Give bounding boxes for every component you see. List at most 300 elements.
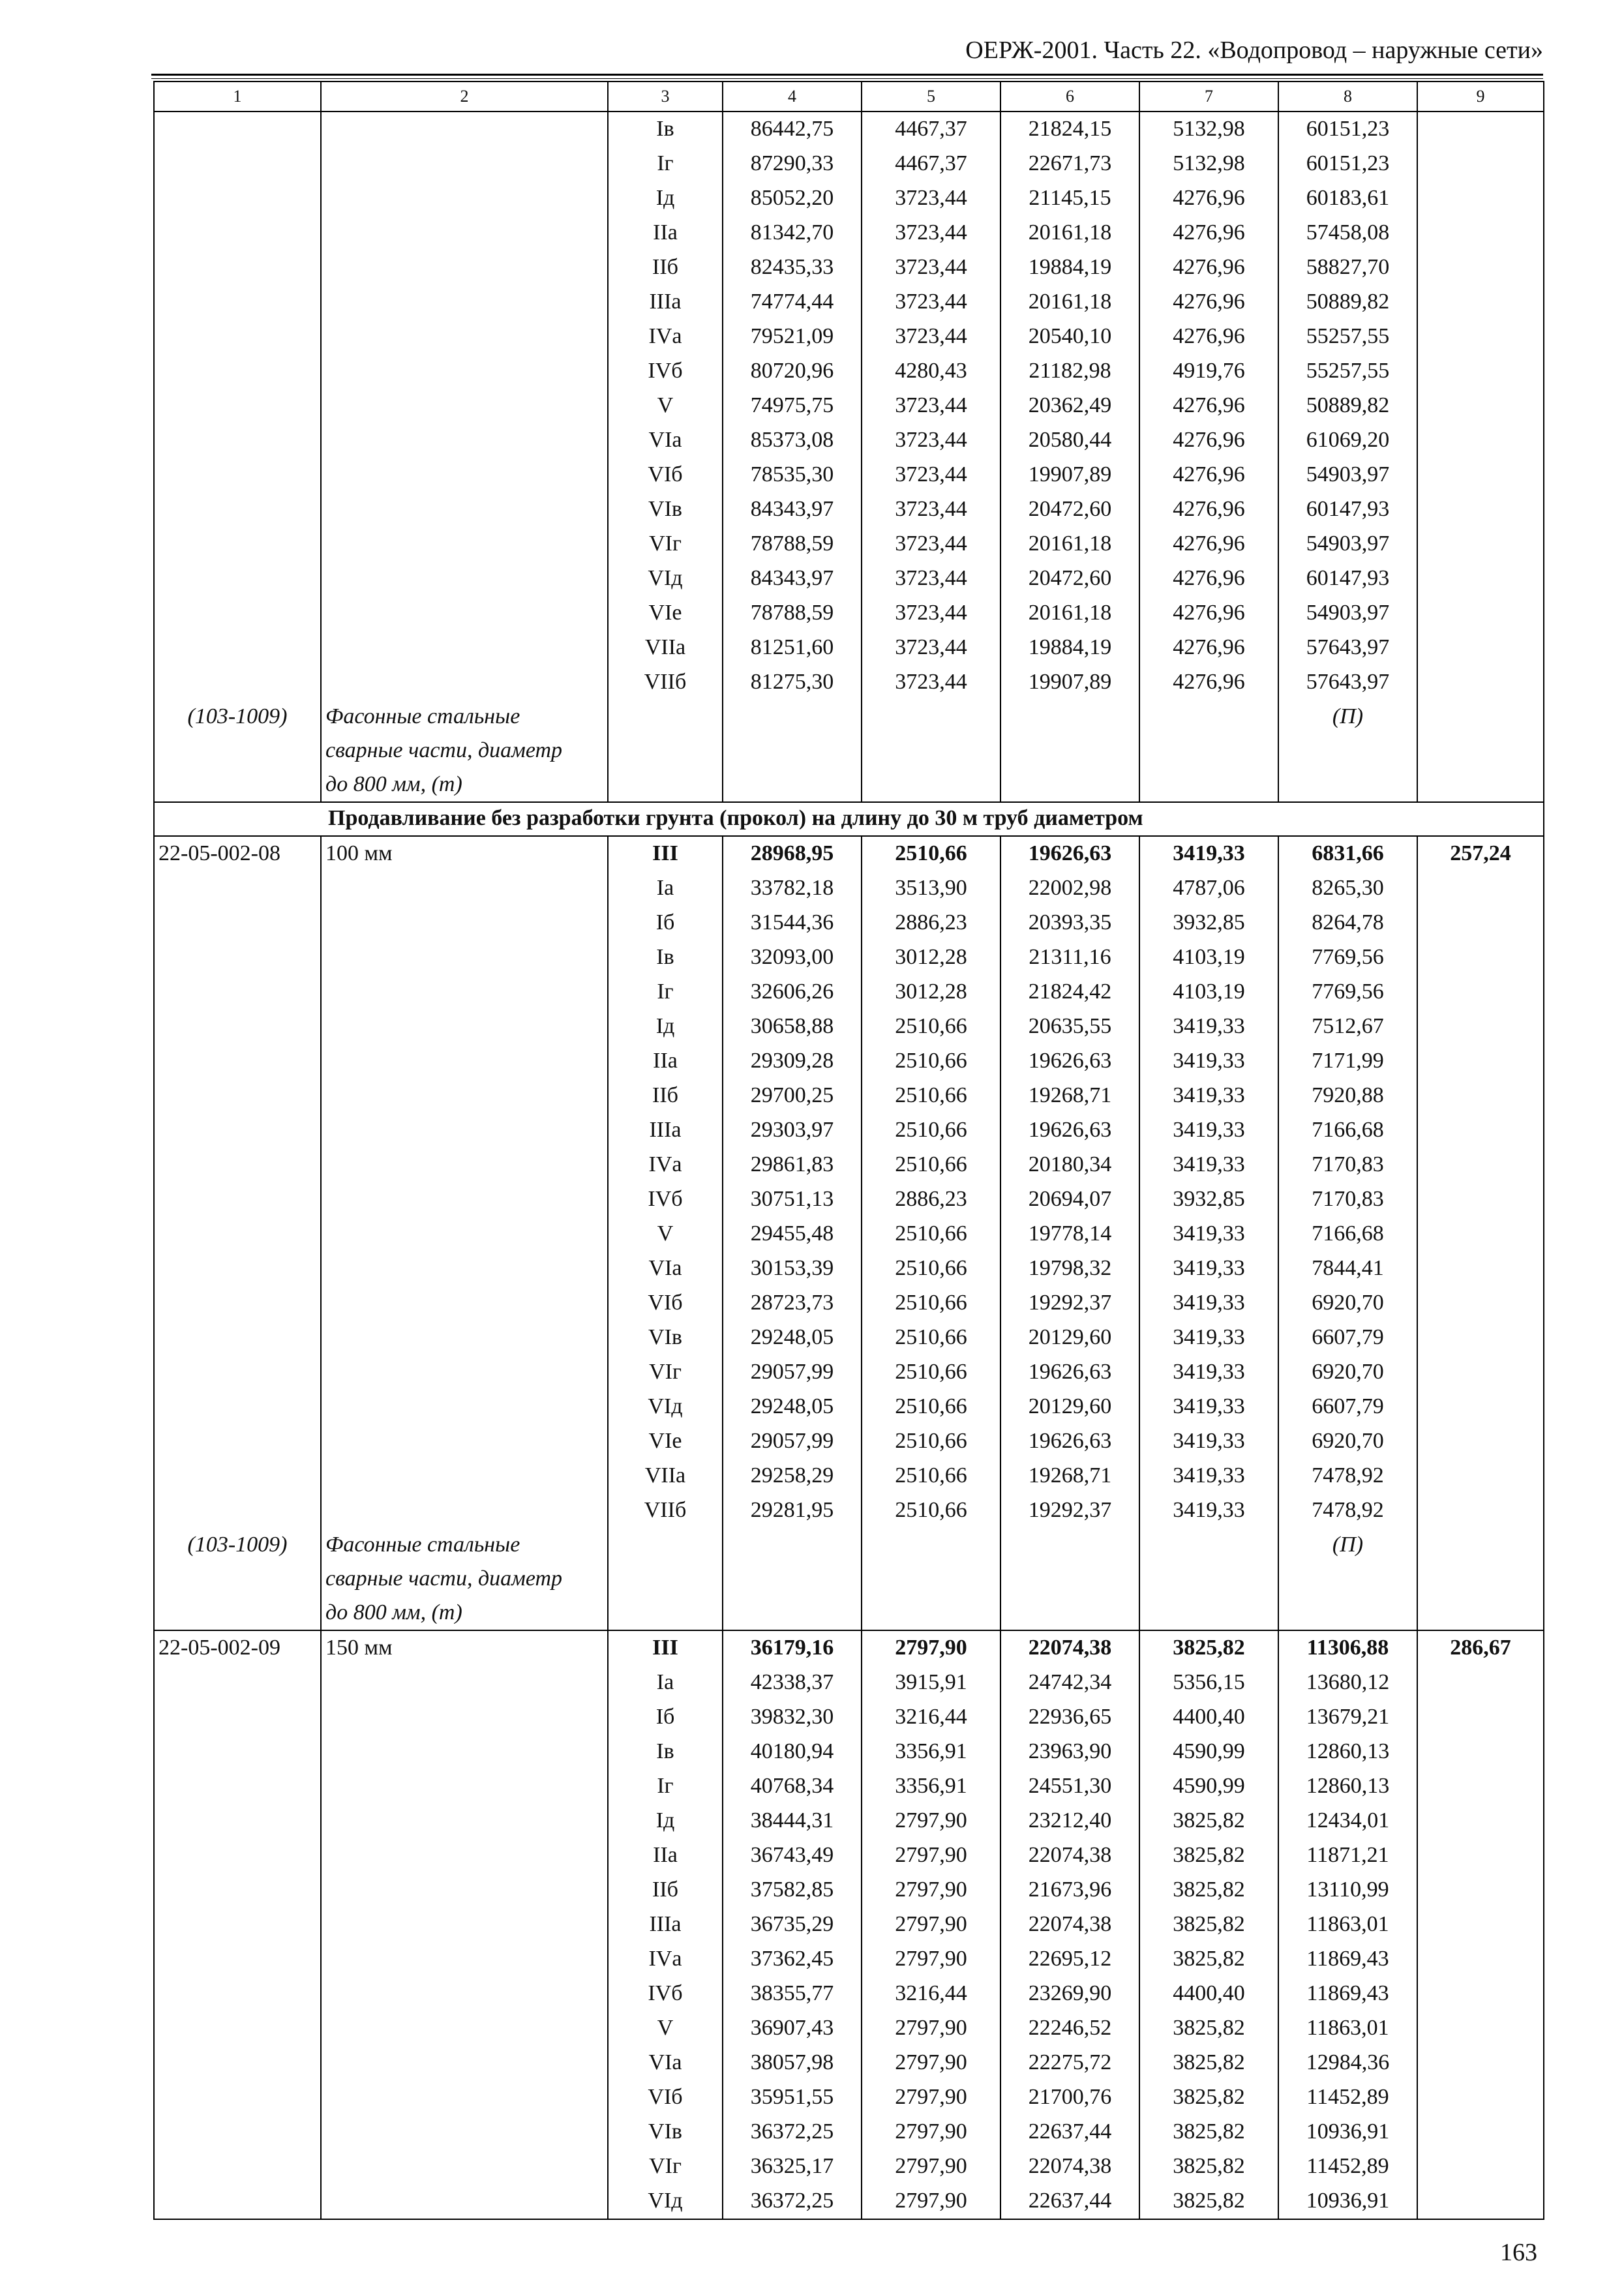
value-cell: 84343,97 (723, 561, 862, 596)
value-cell: 3723,44 (862, 216, 1000, 250)
value-cell: 4276,96 (1139, 250, 1278, 285)
column-header: 2 (321, 82, 608, 112)
weight-cell (1417, 2115, 1544, 2149)
table-row (154, 458, 1544, 492)
name-cell (321, 975, 608, 1010)
code-cell (154, 492, 321, 527)
value-cell: 80720,96 (723, 354, 862, 389)
table-row (154, 2080, 1544, 2115)
resource-code: (103-1009) (154, 700, 321, 802)
code-cell (154, 561, 321, 596)
weight-cell (1417, 2184, 1544, 2219)
name-cell (321, 1666, 608, 1700)
value-cell: 19626,63 (1000, 1044, 1139, 1079)
weight-cell (1417, 906, 1544, 940)
code-cell (154, 527, 321, 561)
value-cell: 4276,96 (1139, 423, 1278, 458)
weight-cell (1417, 354, 1544, 389)
weight-cell (1417, 561, 1544, 596)
weight-cell (1417, 2046, 1544, 2080)
value-cell: 20580,44 (1000, 423, 1139, 458)
value-cell: 6920,70 (1278, 1424, 1417, 1459)
value-cell: 3825,82 (1139, 2046, 1278, 2080)
value-cell: 23269,90 (1000, 1977, 1139, 2011)
code-cell (154, 1873, 321, 1908)
weight-cell (1417, 389, 1544, 423)
zone-cell: Iг (608, 1769, 723, 1804)
zone-cell: VIб (608, 458, 723, 492)
resource-name (321, 1528, 608, 1630)
value-cell: 19292,37 (1000, 1493, 1139, 1528)
zone-cell: V (608, 389, 723, 423)
name-cell (321, 1079, 608, 1113)
value-cell: 3419,33 (1139, 1148, 1278, 1182)
name-cell (321, 250, 608, 285)
value-cell: 3419,33 (1139, 836, 1278, 871)
value-cell: 4276,96 (1139, 492, 1278, 527)
value-cell: 54903,97 (1278, 596, 1417, 631)
name-cell (321, 596, 608, 631)
name-cell (321, 2046, 608, 2080)
value-cell: 29309,28 (723, 1044, 862, 1079)
resource-unit-note: (П) (1278, 700, 1417, 802)
code-cell (154, 1251, 321, 1286)
value-cell: 40180,94 (723, 1735, 862, 1769)
code-cell: 22-05-002-08 (154, 836, 321, 871)
table-row (154, 1044, 1544, 1079)
value-cell: 60183,61 (1278, 181, 1417, 216)
table-row (154, 665, 1544, 700)
weight-cell (1417, 1493, 1544, 1528)
value-cell: 24551,30 (1000, 1769, 1139, 1804)
value-cell: 3419,33 (1139, 1113, 1278, 1148)
footnote-row (154, 1528, 1544, 1630)
table-row (154, 1390, 1544, 1424)
empty-cell (862, 1528, 1000, 1630)
empty-cell (1417, 700, 1544, 802)
weight-cell (1417, 1873, 1544, 1908)
value-cell: 3723,44 (862, 492, 1000, 527)
code-cell (154, 423, 321, 458)
zone-cell: VIб (608, 2080, 723, 2115)
column-number-row (154, 82, 1544, 112)
value-cell: 22002,98 (1000, 871, 1139, 906)
value-cell: 29303,97 (723, 1113, 862, 1148)
weight-cell (1417, 1148, 1544, 1182)
code-cell (154, 147, 321, 181)
value-cell: 11306,88 (1278, 1630, 1417, 1666)
value-cell: 3419,33 (1139, 1355, 1278, 1390)
table-row (154, 285, 1544, 320)
value-cell: 36743,49 (723, 1838, 862, 1873)
code-cell (154, 2115, 321, 2149)
weight-cell (1417, 1908, 1544, 1942)
code-cell (154, 285, 321, 320)
value-cell: 3356,91 (862, 1735, 1000, 1769)
value-cell: 36907,43 (723, 2011, 862, 2046)
weight-cell (1417, 1977, 1544, 2011)
zone-cell: Iг (608, 975, 723, 1010)
name-cell (321, 423, 608, 458)
value-cell: 79521,09 (723, 320, 862, 354)
value-cell: 29057,99 (723, 1424, 862, 1459)
value-cell: 7512,67 (1278, 1010, 1417, 1044)
value-cell: 3915,91 (862, 1666, 1000, 1700)
name-cell (321, 1459, 608, 1493)
code-cell (154, 1286, 321, 1321)
value-cell: 20161,18 (1000, 216, 1139, 250)
value-cell: 3723,44 (862, 527, 1000, 561)
code-cell (154, 1769, 321, 1804)
value-cell: 2510,66 (862, 1390, 1000, 1424)
zone-cell: IVа (608, 1942, 723, 1977)
table-row (154, 1838, 1544, 1873)
value-cell: 3723,44 (862, 423, 1000, 458)
value-cell: 2510,66 (862, 1355, 1000, 1390)
name-cell (321, 561, 608, 596)
code-cell (154, 1079, 321, 1113)
value-cell: 3012,28 (862, 940, 1000, 975)
value-cell: 2797,90 (862, 2080, 1000, 2115)
value-cell: 13680,12 (1278, 1666, 1417, 1700)
zone-cell: VIе (608, 596, 723, 631)
value-cell: 82435,33 (723, 250, 862, 285)
value-cell: 84343,97 (723, 492, 862, 527)
zone-cell: IIа (608, 1044, 723, 1079)
value-cell: 2510,66 (862, 1148, 1000, 1182)
value-cell: 21145,15 (1000, 181, 1139, 216)
value-cell: 2797,90 (862, 1838, 1000, 1873)
value-cell: 39832,30 (723, 1700, 862, 1735)
column-header: 8 (1278, 82, 1417, 112)
name-cell (321, 1321, 608, 1355)
table-row (154, 1942, 1544, 1977)
value-cell: 21700,76 (1000, 2080, 1139, 2115)
value-cell: 4276,96 (1139, 665, 1278, 700)
value-cell: 3932,85 (1139, 1182, 1278, 1217)
value-cell: 19778,14 (1000, 1217, 1139, 1251)
value-cell: 2510,66 (862, 1493, 1000, 1528)
table-row (154, 836, 1544, 871)
value-cell: 6831,66 (1278, 836, 1417, 871)
value-cell: 19884,19 (1000, 631, 1139, 665)
resource-name-line: сварные части, диаметр (325, 1566, 563, 1591)
code-cell (154, 1217, 321, 1251)
resource-unit-note: (П) (1278, 1528, 1417, 1630)
value-cell: 22695,12 (1000, 1942, 1139, 1977)
value-cell: 4276,96 (1139, 216, 1278, 250)
weight-cell (1417, 1079, 1544, 1113)
value-cell: 3419,33 (1139, 1321, 1278, 1355)
value-cell: 7170,83 (1278, 1148, 1417, 1182)
name-cell (321, 631, 608, 665)
value-cell: 30751,13 (723, 1182, 862, 1217)
value-cell: 74774,44 (723, 285, 862, 320)
weight-cell (1417, 492, 1544, 527)
value-cell: 19907,89 (1000, 665, 1139, 700)
zone-cell: Iа (608, 1666, 723, 1700)
value-cell: 78788,59 (723, 527, 862, 561)
resource-name-line: сварные части, диаметр (325, 738, 563, 762)
value-cell: 4276,96 (1139, 561, 1278, 596)
name-cell (321, 665, 608, 700)
resource-name-line: Фасонные стальные (325, 1533, 520, 1557)
weight-cell (1417, 250, 1544, 285)
zone-cell: IIIа (608, 285, 723, 320)
code-cell (154, 1113, 321, 1148)
value-cell: 7920,88 (1278, 1079, 1417, 1113)
weight-cell (1417, 181, 1544, 216)
value-cell: 24742,34 (1000, 1666, 1139, 1700)
value-cell: 3932,85 (1139, 906, 1278, 940)
value-cell: 12860,13 (1278, 1735, 1417, 1769)
table-row (154, 1666, 1544, 1700)
value-cell: 2510,66 (862, 1113, 1000, 1148)
table-row (154, 1010, 1544, 1044)
value-cell: 2797,90 (862, 1630, 1000, 1666)
value-cell: 3723,44 (862, 389, 1000, 423)
code-cell (154, 1942, 321, 1977)
value-cell: 55257,55 (1278, 354, 1417, 389)
empty-cell (723, 700, 862, 802)
value-cell: 36372,25 (723, 2184, 862, 2219)
value-cell: 19907,89 (1000, 458, 1139, 492)
weight-cell (1417, 1113, 1544, 1148)
value-cell: 3723,44 (862, 596, 1000, 631)
code-cell (154, 458, 321, 492)
table-row (154, 320, 1544, 354)
empty-cell (1000, 1528, 1139, 1630)
code-cell (154, 2080, 321, 2115)
zone-cell: VIIа (608, 631, 723, 665)
value-cell: 8265,30 (1278, 871, 1417, 906)
table-row (154, 1113, 1544, 1148)
value-cell: 3419,33 (1139, 1424, 1278, 1459)
value-cell: 12860,13 (1278, 1769, 1417, 1804)
column-header: 1 (154, 82, 321, 112)
value-cell: 7844,41 (1278, 1251, 1417, 1286)
value-cell: 10936,91 (1278, 2184, 1417, 2219)
value-cell: 2797,90 (862, 1873, 1000, 1908)
table-row (154, 1493, 1544, 1528)
zone-cell: VIг (608, 527, 723, 561)
value-cell: 2510,66 (862, 1079, 1000, 1113)
name-cell (321, 354, 608, 389)
empty-cell (723, 1528, 862, 1630)
value-cell: 29248,05 (723, 1390, 862, 1424)
table-row (154, 1977, 1544, 2011)
code-cell (154, 665, 321, 700)
value-cell: 4467,37 (862, 147, 1000, 181)
value-cell: 29700,25 (723, 1079, 862, 1113)
value-cell: 6920,70 (1278, 1355, 1417, 1390)
code-cell (154, 1493, 321, 1528)
value-cell: 11869,43 (1278, 1942, 1417, 1977)
value-cell: 33782,18 (723, 871, 862, 906)
value-cell: 7478,92 (1278, 1493, 1417, 1528)
name-cell (321, 2149, 608, 2184)
value-cell: 3825,82 (1139, 2080, 1278, 2115)
value-cell: 3723,44 (862, 458, 1000, 492)
table-row (154, 1804, 1544, 1838)
value-cell: 57643,97 (1278, 631, 1417, 665)
value-cell: 7170,83 (1278, 1182, 1417, 1217)
value-cell: 20540,10 (1000, 320, 1139, 354)
value-cell: 32606,26 (723, 975, 862, 1010)
value-cell: 21824,15 (1000, 112, 1139, 147)
page-header-title: ОЕРЖ-2001. Часть 22. «Водопровод – наружные сети» (965, 37, 1543, 64)
zone-cell: Iв (608, 1735, 723, 1769)
value-cell: 2886,23 (862, 906, 1000, 940)
zone-cell: VIв (608, 2115, 723, 2149)
value-cell: 7769,56 (1278, 940, 1417, 975)
zone-cell: IIIа (608, 1908, 723, 1942)
value-cell: 86442,75 (723, 112, 862, 147)
value-cell: 3216,44 (862, 1700, 1000, 1735)
value-cell: 85373,08 (723, 423, 862, 458)
value-cell: 7166,68 (1278, 1217, 1417, 1251)
value-cell: 22671,73 (1000, 147, 1139, 181)
value-cell: 4276,96 (1139, 631, 1278, 665)
value-cell: 3012,28 (862, 975, 1000, 1010)
zone-cell: VIа (608, 423, 723, 458)
value-cell: 2797,90 (862, 2011, 1000, 2046)
zone-cell: VIд (608, 2184, 723, 2219)
table-row (154, 561, 1544, 596)
code-cell (154, 1355, 321, 1390)
code-cell (154, 2046, 321, 2080)
empty-cell (1417, 1528, 1544, 1630)
value-cell: 12434,01 (1278, 1804, 1417, 1838)
value-cell: 21673,96 (1000, 1873, 1139, 1908)
value-cell: 5356,15 (1139, 1666, 1278, 1700)
value-cell: 57458,08 (1278, 216, 1417, 250)
weight-cell (1417, 1217, 1544, 1251)
name-cell (321, 112, 608, 147)
value-cell: 3723,44 (862, 250, 1000, 285)
weight-cell (1417, 1804, 1544, 1838)
code-cell (154, 389, 321, 423)
code-cell (154, 1182, 321, 1217)
name-cell (321, 492, 608, 527)
name-cell (321, 1010, 608, 1044)
weight-cell (1417, 1942, 1544, 1977)
code-cell (154, 1804, 321, 1838)
value-cell: 4400,40 (1139, 1700, 1278, 1735)
weight-cell (1417, 596, 1544, 631)
name-cell (321, 1182, 608, 1217)
value-cell: 29861,83 (723, 1148, 862, 1182)
table-row (154, 631, 1544, 665)
header-rule-thin (151, 78, 1543, 79)
weight-cell (1417, 1838, 1544, 1873)
value-cell: 57643,97 (1278, 665, 1417, 700)
name-cell (321, 1493, 608, 1528)
value-cell: 3419,33 (1139, 1286, 1278, 1321)
table-row (154, 112, 1544, 147)
table-row (154, 1182, 1544, 1217)
name-cell (321, 1424, 608, 1459)
value-cell: 60151,23 (1278, 112, 1417, 147)
zone-cell: IVа (608, 1148, 723, 1182)
weight-cell (1417, 1010, 1544, 1044)
value-cell: 19884,19 (1000, 250, 1139, 285)
zone-cell: IIб (608, 250, 723, 285)
name-cell (321, 2011, 608, 2046)
page-number: 163 (1500, 2239, 1537, 2266)
value-cell: 87290,33 (723, 147, 862, 181)
value-cell: 81275,30 (723, 665, 862, 700)
weight-cell (1417, 2149, 1544, 2184)
weight-cell (1417, 320, 1544, 354)
value-cell: 29281,95 (723, 1493, 862, 1528)
zone-cell: III (608, 1630, 723, 1666)
value-cell: 3825,82 (1139, 2149, 1278, 2184)
value-cell: 5132,98 (1139, 112, 1278, 147)
empty-cell (608, 700, 723, 802)
value-cell: 22074,38 (1000, 2149, 1139, 2184)
value-cell: 4467,37 (862, 112, 1000, 147)
value-cell: 29248,05 (723, 1321, 862, 1355)
code-cell (154, 596, 321, 631)
value-cell: 20694,07 (1000, 1182, 1139, 1217)
table-row (154, 1251, 1544, 1286)
value-cell: 20635,55 (1000, 1010, 1139, 1044)
value-cell: 8264,78 (1278, 906, 1417, 940)
name-cell (321, 2080, 608, 2115)
value-cell: 11863,01 (1278, 2011, 1417, 2046)
weight-cell (1417, 1321, 1544, 1355)
value-cell: 3825,82 (1139, 1942, 1278, 1977)
value-cell: 4276,96 (1139, 320, 1278, 354)
name-cell (321, 1113, 608, 1148)
value-cell: 36372,25 (723, 2115, 862, 2149)
value-cell: 3825,82 (1139, 1873, 1278, 1908)
empty-cell (608, 1528, 723, 1630)
value-cell: 36735,29 (723, 1908, 862, 1942)
value-cell: 3419,33 (1139, 1044, 1278, 1079)
code-cell (154, 2011, 321, 2046)
value-cell: 2797,90 (862, 2115, 1000, 2149)
value-cell: 3723,44 (862, 631, 1000, 665)
value-cell: 4280,43 (862, 354, 1000, 389)
zone-cell: VIIа (608, 1459, 723, 1493)
column-header: 9 (1417, 82, 1544, 112)
value-cell: 20161,18 (1000, 285, 1139, 320)
name-cell: 100 мм (321, 836, 608, 871)
table-row (154, 1355, 1544, 1390)
value-cell: 11871,21 (1278, 1838, 1417, 1873)
column-header: 6 (1000, 82, 1139, 112)
value-cell: 23212,40 (1000, 1804, 1139, 1838)
value-cell: 32093,00 (723, 940, 862, 975)
value-cell: 2510,66 (862, 836, 1000, 871)
value-cell: 61069,20 (1278, 423, 1417, 458)
zone-cell: IVб (608, 354, 723, 389)
column-header: 5 (862, 82, 1000, 112)
weight-cell (1417, 423, 1544, 458)
code-cell (154, 181, 321, 216)
empty-cell (862, 700, 1000, 802)
weight-cell (1417, 1769, 1544, 1804)
name-cell (321, 906, 608, 940)
value-cell: 4103,19 (1139, 940, 1278, 975)
value-cell: 4103,19 (1139, 975, 1278, 1010)
value-cell: 2510,66 (862, 1459, 1000, 1493)
zone-cell: VIIб (608, 1493, 723, 1528)
weight-cell (1417, 1251, 1544, 1286)
value-cell: 20180,34 (1000, 1148, 1139, 1182)
